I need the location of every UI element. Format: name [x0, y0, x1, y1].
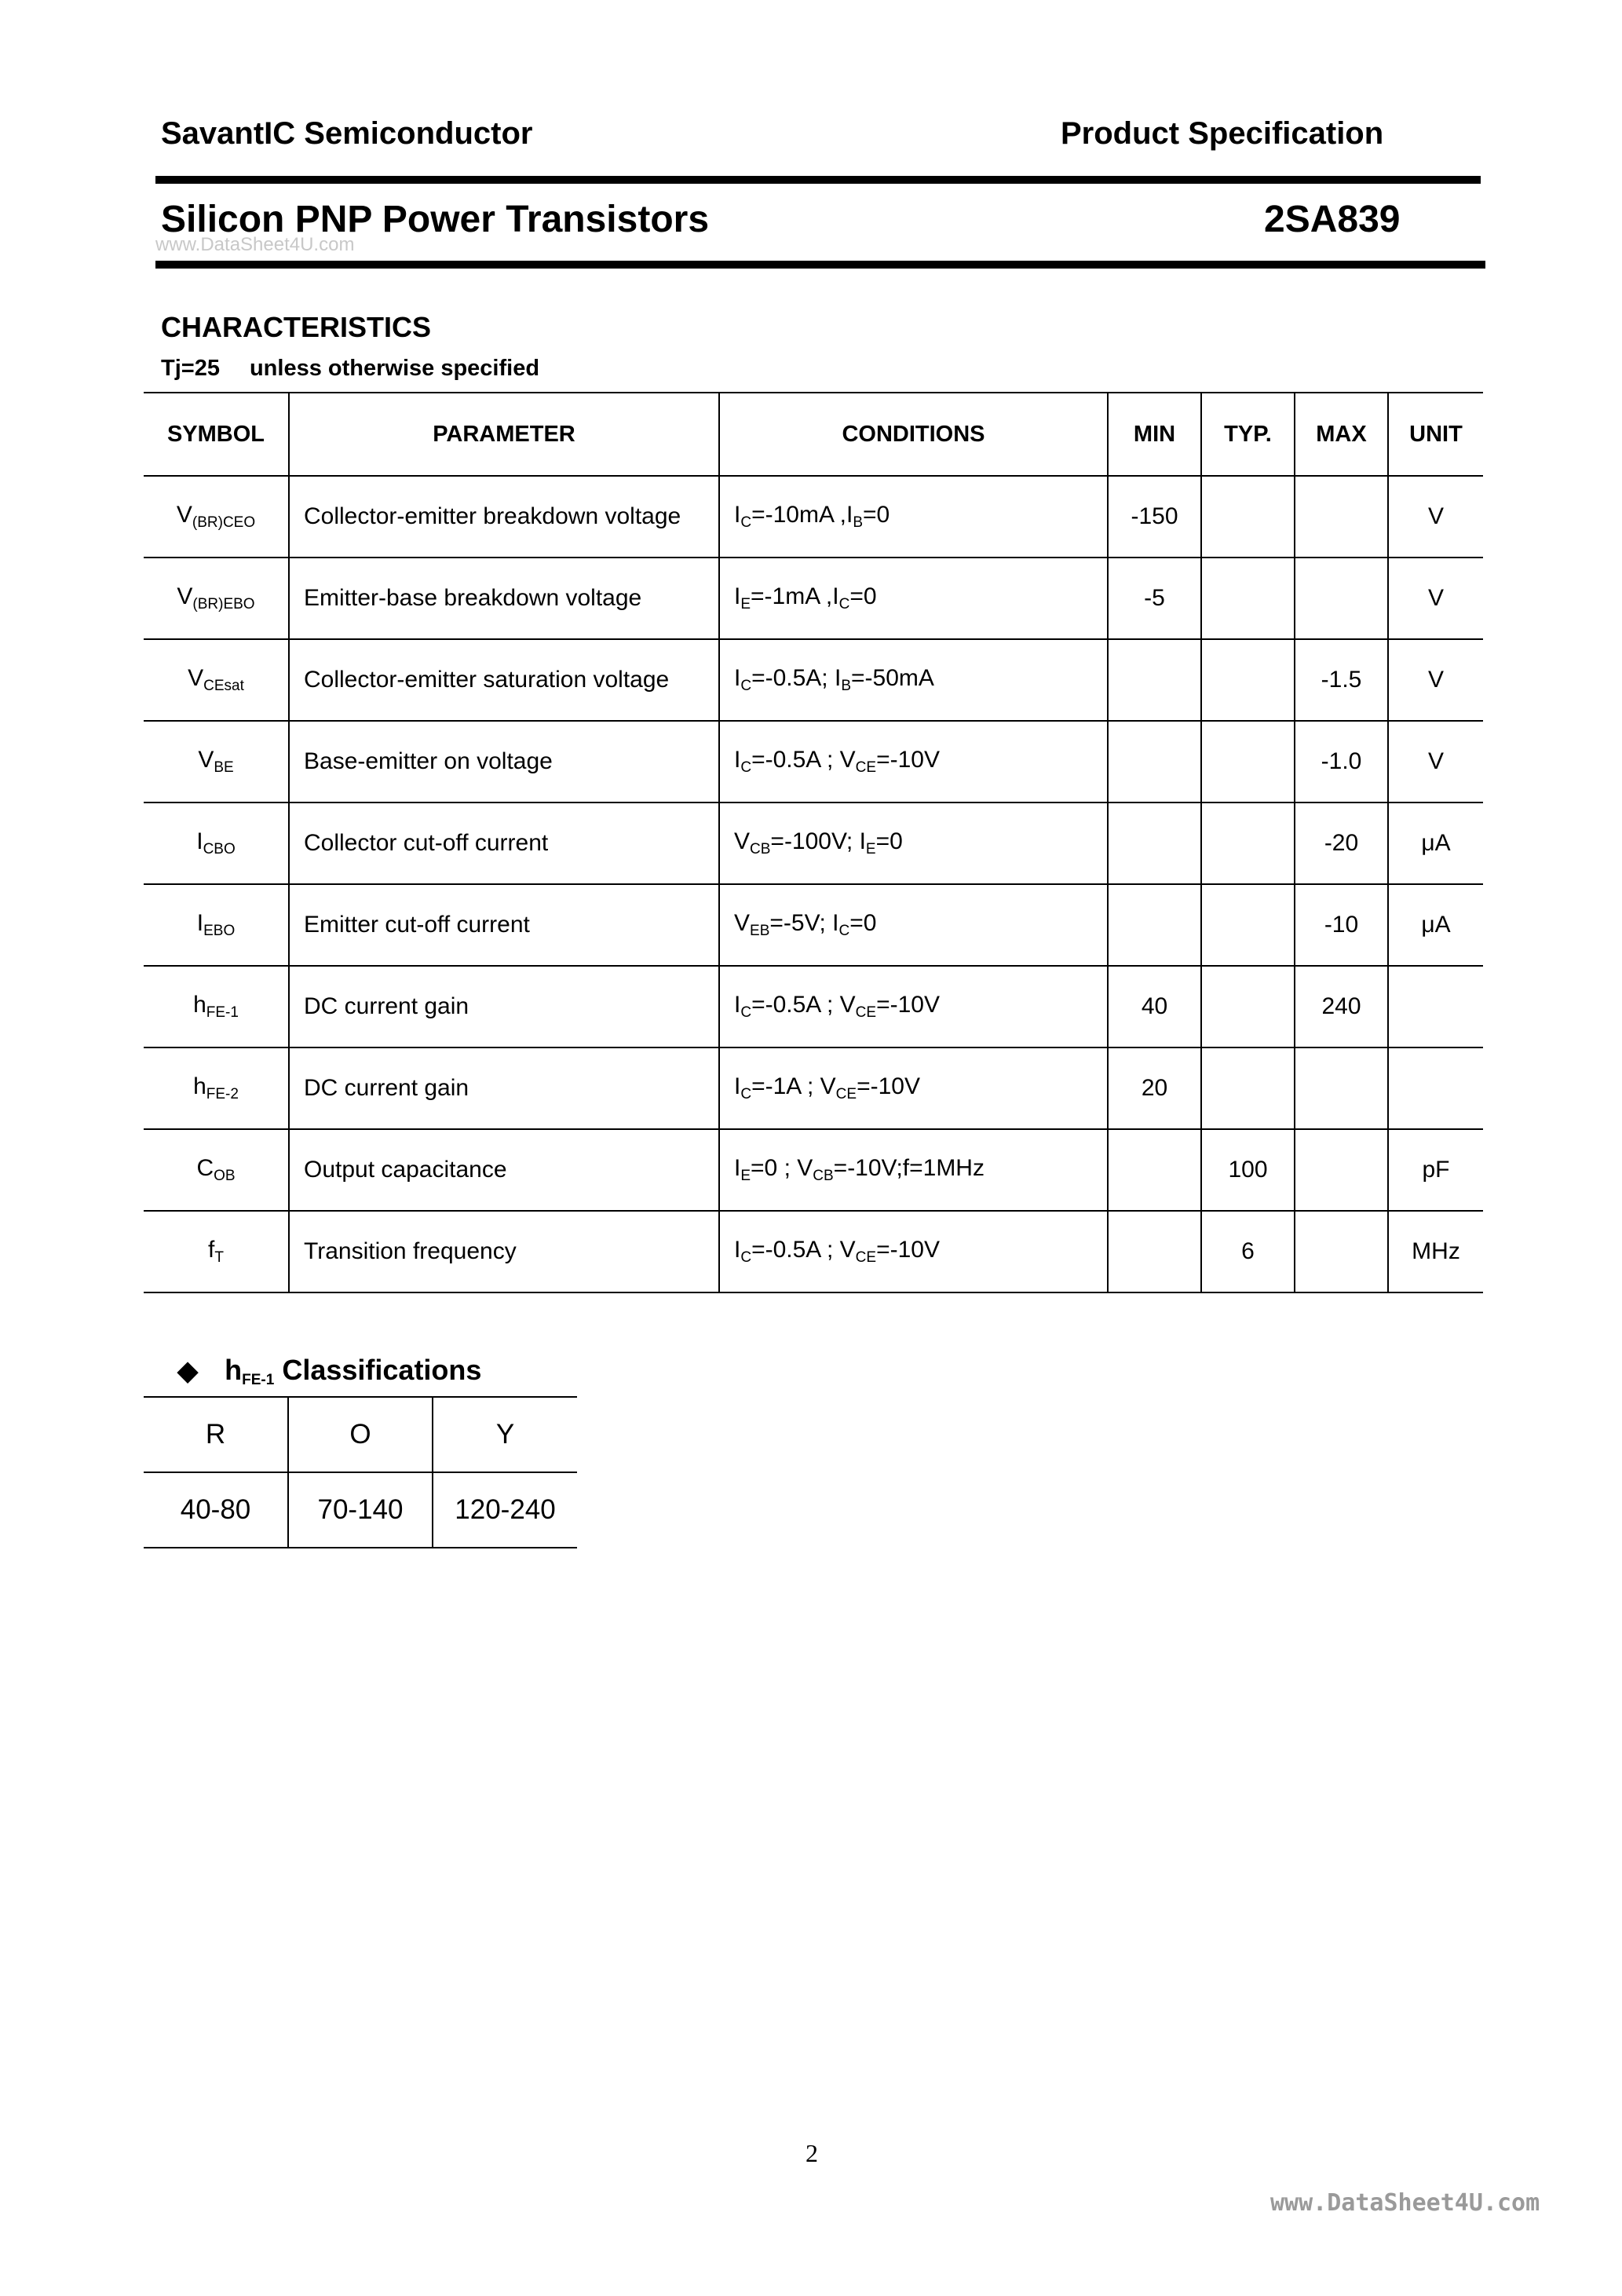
- grade-cell: R: [144, 1397, 288, 1472]
- max-cell: -20: [1295, 803, 1388, 884]
- typ-cell: [1201, 721, 1295, 803]
- table-row: [144, 966, 1483, 1047]
- unit-cell: V: [1388, 721, 1483, 803]
- max-cell: [1295, 558, 1388, 639]
- conditions-cell: $I_C=-0.5A$ ; $V_{CE}=-10V$: [719, 966, 1108, 1047]
- typ-cell: 100: [1201, 1129, 1295, 1211]
- max-cell: [1295, 1211, 1388, 1292]
- table-row: [144, 803, 1483, 884]
- product-title: Silicon PNP Power Transistors: [161, 199, 710, 240]
- conditions-cell: $V_{CB}=-100V$; $I_E=0$: [719, 803, 1108, 884]
- parameter-cell: Emitter cut-off current: [289, 884, 719, 966]
- max-cell: [1295, 476, 1388, 558]
- unit-cell: MHz: [1388, 1211, 1483, 1292]
- conditions-cell: $I_E=0$ ; $V_{CB}=-10V;f=1MHz$: [719, 1129, 1108, 1211]
- unit-cell: V: [1388, 476, 1483, 558]
- characteristics-table: [144, 392, 1483, 1293]
- parameter-cell: Collector-emitter saturation voltage: [289, 639, 719, 721]
- min-cell: [1108, 1129, 1201, 1211]
- table-row: [144, 1211, 1483, 1292]
- typ-cell: [1201, 803, 1295, 884]
- unit-cell: V: [1388, 639, 1483, 721]
- part-number: 2SA839: [1264, 199, 1401, 240]
- conditions-cell: $I_E=-1mA$ $,I_C=0$: [719, 558, 1108, 639]
- range-cell: 70-140: [288, 1472, 433, 1548]
- max-cell: -1.0: [1295, 721, 1388, 803]
- unit-cell: V: [1388, 558, 1483, 639]
- range-cell: 120-240: [433, 1472, 577, 1548]
- max-cell: [1295, 1047, 1388, 1129]
- document-type: Product Specification: [1061, 116, 1384, 151]
- typ-cell: [1201, 966, 1295, 1047]
- conditions-cell: $I_C=-0.5A$ ; $V_{CE}=-10V$: [719, 721, 1108, 803]
- symbol-cell: $h_{FE-1}$: [144, 966, 289, 1047]
- grade-cell: Y: [433, 1397, 577, 1472]
- column-header: UNIT: [1388, 393, 1483, 476]
- table-row: [144, 1047, 1483, 1129]
- symbol-cell: $I_{EBO}$: [144, 884, 289, 966]
- conditions-cell: $V_{EB}=-5V$; $I_C=0$: [719, 884, 1108, 966]
- parameter-cell: Output capacitance: [289, 1129, 719, 1211]
- parameter-cell: Collector cut-off current: [289, 803, 719, 884]
- parameter-cell: Collector-emitter breakdown voltage: [289, 476, 719, 558]
- min-cell: [1108, 884, 1201, 966]
- footer-watermark: www.DataSheet4U.com: [1270, 2189, 1540, 2217]
- unit-cell: μA: [1388, 803, 1483, 884]
- conditions-cell: $I_C=-0.5A$ ; $V_{CE}=-10V$: [719, 1211, 1108, 1292]
- min-cell: [1108, 721, 1201, 803]
- test-condition-note: [161, 356, 569, 382]
- symbol-cell: $I_{CBO}$: [144, 803, 289, 884]
- min-cell: -150: [1108, 476, 1201, 558]
- max-cell: -10: [1295, 884, 1388, 966]
- max-cell: 240: [1295, 966, 1388, 1047]
- symbol-cell: $V_{(BR)CEO}$: [144, 476, 289, 558]
- company-name: SavantIC Semiconductor: [161, 116, 533, 151]
- grade-row: [144, 1397, 577, 1472]
- junction-temperature: Tj=25: [161, 356, 220, 381]
- typ-cell: [1201, 1047, 1295, 1129]
- symbol-cell: $f_T$: [144, 1211, 289, 1292]
- column-header: MIN: [1108, 393, 1201, 476]
- min-cell: [1108, 639, 1201, 721]
- table-row: [144, 884, 1483, 966]
- typ-cell: [1201, 476, 1295, 558]
- min-cell: 20: [1108, 1047, 1201, 1129]
- classification-heading: ◆ $h_{FE-1}$ Classifications: [177, 1354, 482, 1388]
- symbol-cell: $h_{FE-2}$: [144, 1047, 289, 1129]
- max-cell: -1.5: [1295, 639, 1388, 721]
- header-bottom-rule: [155, 261, 1485, 269]
- conditions-cell: $I_C=-0.5A$; $I_B=-50mA$: [719, 639, 1108, 721]
- typ-cell: 6: [1201, 1211, 1295, 1292]
- column-header: PARAMETER: [289, 393, 719, 476]
- column-header: MAX: [1295, 393, 1388, 476]
- parameter-cell: Base-emitter on voltage: [289, 721, 719, 803]
- grade-cell: O: [288, 1397, 433, 1472]
- typ-cell: [1201, 558, 1295, 639]
- table-row: [144, 721, 1483, 803]
- conditions-cell: $I_C=-10mA$ $,I_B=0$: [719, 476, 1108, 558]
- column-header: TYP.: [1201, 393, 1295, 476]
- min-cell: [1108, 1211, 1201, 1292]
- table-row: [144, 558, 1483, 639]
- classification-table: [144, 1396, 577, 1548]
- page-number: 2: [806, 2139, 818, 2167]
- max-cell: [1295, 1129, 1388, 1211]
- parameter-cell: DC current gain: [289, 966, 719, 1047]
- table-header-row: [144, 393, 1483, 476]
- parameter-cell: Transition frequency: [289, 1211, 719, 1292]
- unit-cell: μA: [1388, 884, 1483, 966]
- diamond-bullet-icon: ◆: [177, 1356, 199, 1386]
- header-watermark: www.DataSheet4U.com: [155, 234, 355, 255]
- condition-text: unless otherwise specified: [249, 356, 540, 381]
- column-header: SYMBOL: [144, 393, 289, 476]
- table-row: [144, 476, 1483, 558]
- unit-cell: [1388, 966, 1483, 1047]
- range-cell: 40-80: [144, 1472, 288, 1548]
- table-row: [144, 1129, 1483, 1211]
- table-row: [144, 639, 1483, 721]
- header-top-rule: [155, 176, 1481, 184]
- unit-cell: [1388, 1047, 1483, 1129]
- parameter-cell: DC current gain: [289, 1047, 719, 1129]
- typ-cell: [1201, 884, 1295, 966]
- min-cell: [1108, 803, 1201, 884]
- conditions-cell: $I_C=-1A$ ; $V_{CE}=-10V$: [719, 1047, 1108, 1129]
- typ-cell: [1201, 639, 1295, 721]
- parameter-cell: Emitter-base breakdown voltage: [289, 558, 719, 639]
- column-header: CONDITIONS: [719, 393, 1108, 476]
- symbol-cell: $C_{OB}$: [144, 1129, 289, 1211]
- symbol-cell: $V_{(BR)EBO}$: [144, 558, 289, 639]
- symbol-cell: $V_{BE}$: [144, 721, 289, 803]
- section-heading: CHARACTERISTICS: [161, 311, 432, 343]
- range-row: [144, 1472, 577, 1548]
- min-cell: -5: [1108, 558, 1201, 639]
- symbol-cell: $V_{CEsat}$: [144, 639, 289, 721]
- unit-cell: pF: [1388, 1129, 1483, 1211]
- min-cell: 40: [1108, 966, 1201, 1047]
